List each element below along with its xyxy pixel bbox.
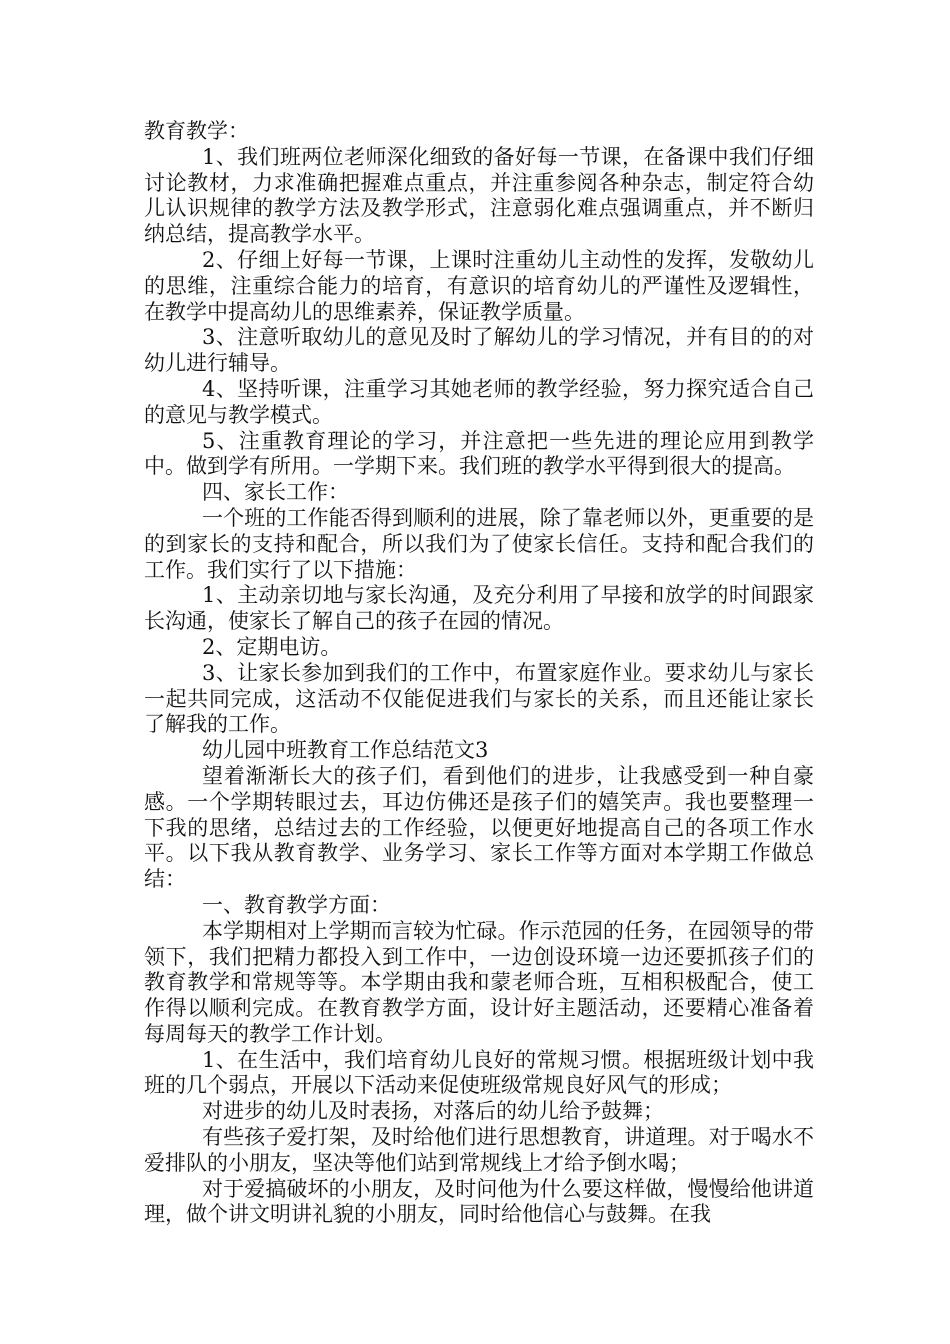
paragraph-life-habits: 1、在生活中，我们培育幼儿良好的常规习惯。根据班级计划中我班的几个弱点，开展以下活动来促使班级常规良好风气的形成；: [144, 1047, 814, 1098]
section-heading-teaching-aspect: 一、教育教学方面：: [202, 892, 391, 917]
paragraph-teaching-item-1: 1、我们班两位老师深化细致的备好每一节课，在备课中我们仔细讨论教材，力求准确把握难点重点，并注重参阅各种杂志，制定符合幼儿认识规律的教学方法及教学形式，注意弱化难点强调重点，并不断归纳总结，提高教学水平。: [144, 144, 814, 247]
paragraph-parents-item-1: 1、主动亲切地与家长沟通，及充分利用了早接和放学的时间跟家长沟通，使家长了解自己的孩子在园的情况。: [144, 583, 814, 634]
document-body: [144, 119, 814, 1228]
paragraph-teaching-item-4: 4、坚持听课，注重学习其她老师的教学经验，努力探究适合自己的意见与教学模式。: [144, 376, 814, 427]
paragraph-article-3-intro: 望着渐渐长大的孩子们，看到他们的进步，让我感受到一种自豪感。一个学期转眼过去，耳边仿佛还是孩子们的嬉笑声。我也要整理一下我的思绪，总结过去的工作经验，以便更好地提高自己的各项工作水平。以下我从教育教学、业务学习、家长工作等方面对本学期工作做总结：: [144, 763, 814, 892]
paragraph-teaching-item-5: 5、注重教育理论的学习，并注意把一些先进的理论应用到教学中。做到学有所用。一学期下来。我们班的教学水平得到很大的提高。: [144, 428, 814, 479]
paragraph-parents-intro: 一个班的工作能否得到顺利的进展，除了靠老师以外，更重要的是的到家长的支持和配合，所以我们为了使家长信任。支持和配合我们的工作。我们实行了以下措施：: [144, 505, 814, 582]
paragraph-parents-item-3: 3、让家长参加到我们的工作中，布置家庭作业。要求幼儿与家长一起共同完成，这活动不仅能促进我们与家长的关系，而且还能让家长了解我的工作。: [144, 660, 814, 737]
paragraph-semester-overview: 本学期相对上学期而言较为忙碌。作示范园的任务，在园领导的带领下，我们把精力都投入到工作中，一边创设环境一边还要抓孩子们的教育教学和常规等等。本学期由我和蒙老师合班，互相积极配合，使工作得以顺利完成。在教育教学方面，设计好主题活动，还要精心准备着每周每天的教学工作计划。: [144, 918, 814, 1046]
paragraph-destructive: 对于爱搞破坏的小朋友，及时问他为什么要这样做，慢慢给他讲道理，做个讲文明讲礼貌的小朋友，同时给他信心与鼓舞。在我: [144, 1176, 814, 1227]
paragraph-teaching-item-3: 3、注意听取幼儿的意见及时了解幼儿的学习情况，并有目的的对幼儿进行辅导。: [144, 325, 814, 376]
paragraph-fighting: 有些孩子爱打架，及时给他们进行思想教育，讲道理。对于喝水不爱排队的小朋友，坚决等他们站到常规线上才给予倒水喝；: [144, 1125, 814, 1175]
paragraph-parents-item-2: 2、定期电访。: [202, 634, 342, 659]
article-title-3: 幼儿园中班教育工作总结范文3: [202, 738, 489, 763]
section-heading-parents: 四、家长工作：: [202, 480, 349, 505]
paragraph-teaching-item-2: 2、仔细上好每一节课，上课时注重幼儿主动性的发挥，发敬幼儿的思维，注重综合能力的培育，有意识的培育幼儿的严谨性及逻辑性，在教学中提高幼儿的思维素养，保证教学质量。: [144, 247, 814, 324]
section-heading-teaching: 教育教学：: [144, 119, 249, 143]
paragraph-praise: 对进步的幼儿及时表扬，对落后的幼儿给予鼓舞；: [202, 1099, 664, 1124]
